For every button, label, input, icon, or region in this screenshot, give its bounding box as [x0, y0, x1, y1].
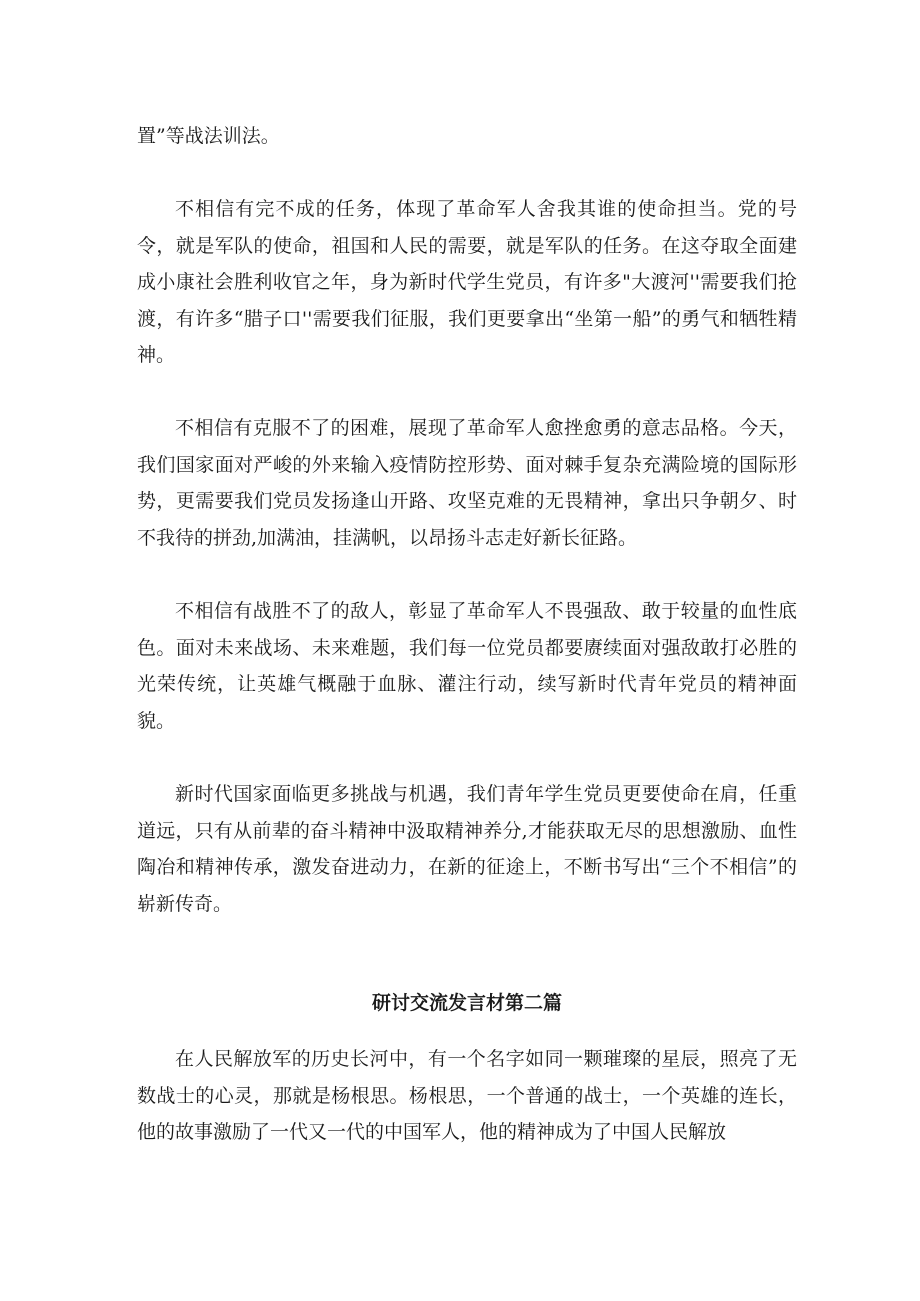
section-heading: 研讨交流发言材第二篇 — [371, 992, 562, 1014]
paragraph-difficulty: 不相信有克服不了的困难，展现了革命军人愈挫愈勇的意志品格。今天，我们国家面对严峻的外来输入疫情防控形势、面对棘手复杂充满险境的国际形势，更需要我们党员发扬逢山开路、攻坚克难的无畏精神，拿出只争朝夕、时不我待的拼劲,加满油，挂满帆，以昂扬斗志走好新长征路。 — [137, 417, 797, 549]
paragraph-continued: 置”等战法训法。 — [137, 125, 280, 147]
paragraph-section-two: 在人民解放军的历史长河中，有一个名字如同一颗璀璨的星辰，照亮了无数战士的心灵，那就是杨根思。杨根思，一个普通的战士，一个英雄的连长，他的故事激励了一代又一代的中国军人，他的精神成为了中国人民解放 — [137, 1048, 797, 1143]
paragraph-enemy: 不相信有战胜不了的敌人，彰显了革命军人不畏强敌、敢于较量的血性底色。面对未来战场、未来难题，我们每一位党员都要赓续面对强敌敢打必胜的光荣传统，让英雄气概融于血脉、灌注行动，续写新时代青年党员的精神面貌。 — [137, 600, 797, 732]
paragraph-new-era: 新时代国家面临更多挑战与机遇，我们青年学生党员更要使命在肩，任重道远，只有从前辈的奋斗精神中汲取精神养分,才能获取无尽的思想激励、血性陶冶和精神传承，激发奋进动力，在新的征途上，不断书写出“三个不相信”的崭新传奇。 — [137, 783, 797, 915]
paragraph-mission: 不相信有完不成的任务，体现了革命军人舍我其谁的使命担当。党的号令，就是军队的使命，祖国和人民的需要，就是军队的任务。在这夺取全面建成小康社会胜利收官之年，身为新时代学生党员，有许多"大渡河''需要我们抢渡，有许多“腊子口''需要我们征服，我们更要拿出“坐第一船”的勇气和牺牲精神。 — [137, 198, 797, 366]
